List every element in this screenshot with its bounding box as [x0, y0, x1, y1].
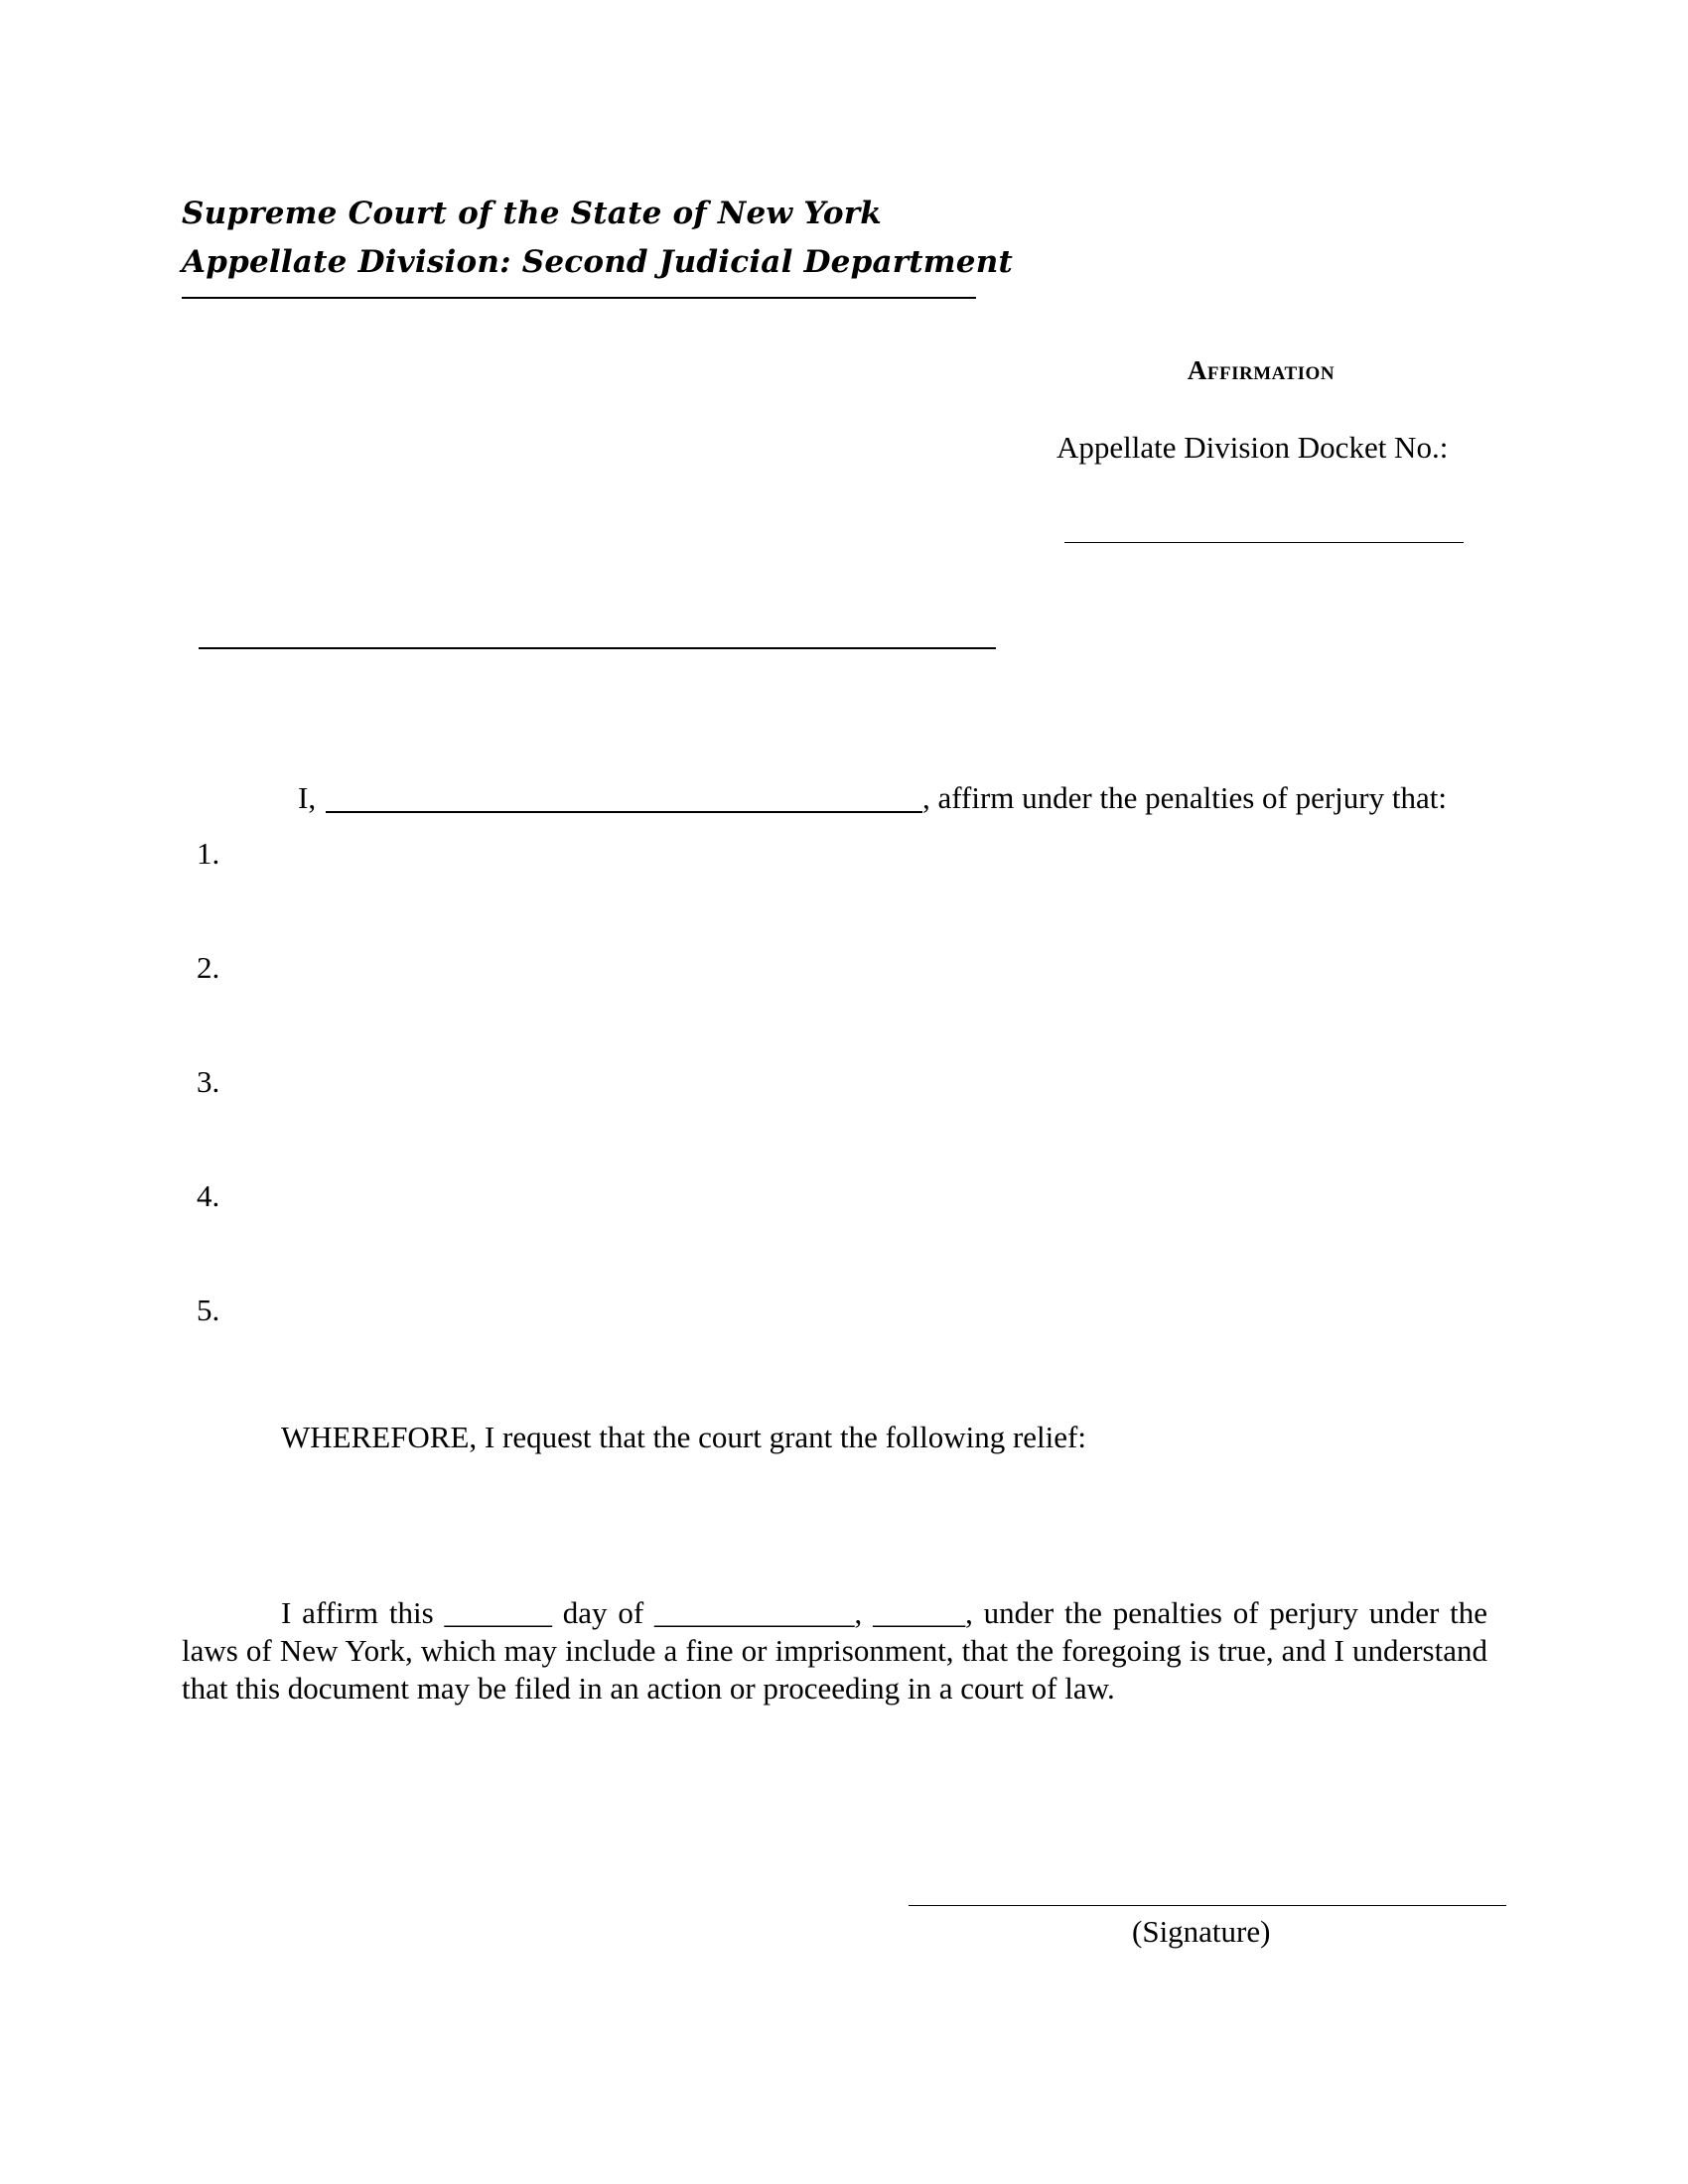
paragraph-number-3: 3.: [197, 1064, 220, 1099]
paragraph-number-4: 4.: [197, 1178, 220, 1213]
intro-prefix: I,: [298, 780, 317, 815]
court-division: Appellate Division: Second Judicial Department: [182, 244, 1013, 280]
caption-line[interactable]: [199, 647, 996, 649]
signature-line[interactable]: [909, 1905, 1506, 1906]
intro-suffix: , affirm under the penalties of perjury that:: [922, 780, 1447, 815]
affiant-name-line[interactable]: [326, 811, 922, 813]
court-name: Supreme Court of the State of New York: [182, 196, 882, 231]
wherefore-clause: WHEREFORE, I request that the court grant the following relief:: [281, 1420, 1086, 1454]
docket-number-line[interactable]: [1064, 542, 1464, 543]
header-divider: [182, 297, 976, 299]
paragraph-number-1: 1.: [197, 836, 220, 871]
paragraph-number-5: 5.: [197, 1293, 220, 1327]
signature-label: (Signature): [1132, 1914, 1271, 1949]
paragraph-number-2: 2.: [197, 950, 220, 985]
docket-label: Appellate Division Docket No.:: [1056, 430, 1449, 465]
document-title: Affirmation: [1187, 355, 1336, 385]
affirmation-paragraph: I affirm this _______ day of _____________, ______, under the penalties of perjury under the laws of New York, which may include a fine or imprisonment, that the foregoing is true, and I understand that this document may be filed in an action or proceeding in a court of law.: [182, 1595, 1487, 1706]
